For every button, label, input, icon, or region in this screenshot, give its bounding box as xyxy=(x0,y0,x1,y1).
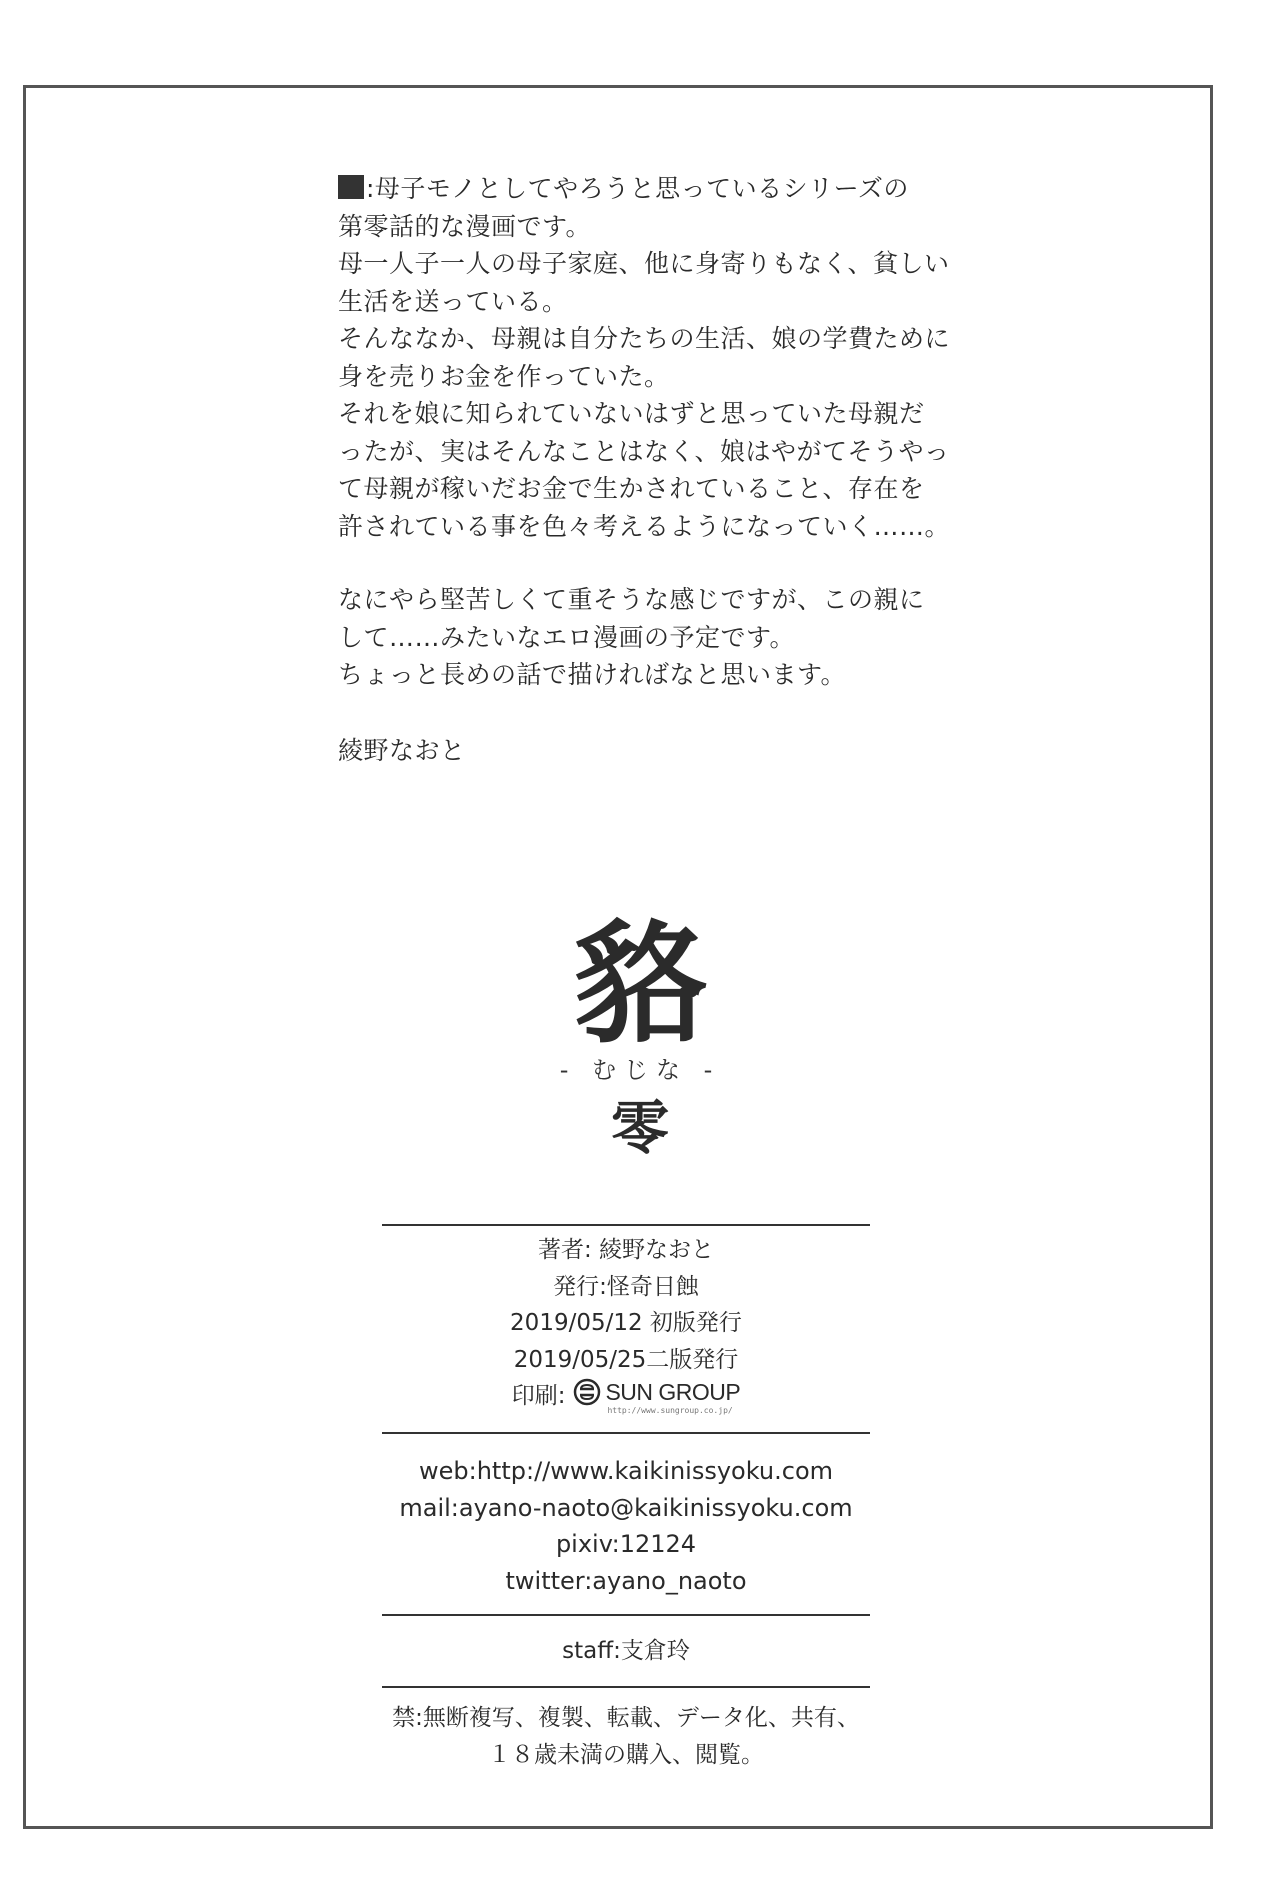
afterword-line: そんななか、母親は自分たちの生活、娘の学費ために xyxy=(338,324,951,353)
website-link[interactable]: web:http://www.kaikinissyoku.com xyxy=(419,1457,833,1485)
paragraph-gap xyxy=(338,694,978,732)
book-subtitle: 零 xyxy=(610,1094,669,1162)
printer-row xyxy=(382,1378,870,1415)
divider-staff xyxy=(382,1614,870,1616)
second-edition-date: 2019/05/25二版発行 xyxy=(513,1346,739,1373)
staff-section xyxy=(382,1633,870,1670)
book-title-ruby: - むじな - xyxy=(559,1056,721,1084)
afterword-line: ったが、実はそんなことはなく、娘はやがてそうやっ xyxy=(338,436,950,466)
author-credit: 著者: 綾野なおと xyxy=(537,1237,715,1263)
sun-group-logo xyxy=(573,1378,740,1415)
printer-label: 印刷: xyxy=(511,1383,566,1410)
closing-line: なにやら堅苦しくて重そうな感じですが、この親に xyxy=(338,585,925,614)
afterword-line: それを娘に知られていないはずと思っていた母親だ xyxy=(338,399,925,428)
divider-contacts xyxy=(382,1432,870,1434)
sun-group-logo-icon xyxy=(573,1378,601,1406)
afterword-line: 身を売りお金を作っていた。 xyxy=(338,361,670,391)
afterword-line: 母一人子一人の母子家庭、他に身寄りもなく、貧しい xyxy=(338,249,950,278)
printer-name: SUN GROUP xyxy=(605,1379,741,1405)
printer-url: http://www.sungroup.co.jp/ xyxy=(607,1406,733,1415)
book-title: 貉 xyxy=(574,907,706,1062)
closing-line: して……みたいなエロ漫画の予定です。 xyxy=(338,622,796,652)
divider-top xyxy=(382,1224,870,1226)
contact-info xyxy=(382,1453,870,1599)
colophon xyxy=(382,1232,870,1415)
closing-line: ちょっと長めの話で描ければなと思います。 xyxy=(338,660,847,689)
copy-notice xyxy=(382,1700,870,1773)
afterword-line: 生活を送っている。 xyxy=(338,286,568,316)
notice-line: 禁:無断複写、複製、転載、データ化、共有、 xyxy=(392,1705,860,1731)
publisher-credit: 発行:怪奇日蝕 xyxy=(553,1273,699,1300)
afterword-line: 第零話的な漫画です。 xyxy=(338,211,592,241)
author-signature: 綾野なおと xyxy=(338,735,466,765)
staff-credit: staff:支倉玲 xyxy=(562,1638,690,1664)
afterword-line: て母親が稼いだお金で生かされていること、存在を xyxy=(338,474,925,503)
twitter-handle: twitter:ayano_naoto xyxy=(505,1566,747,1595)
paragraph-gap xyxy=(338,545,978,581)
afterword-line: 許されている事を色々考えるようになっていく……。 xyxy=(338,511,951,541)
black-square-icon xyxy=(338,175,364,199)
notice-line: １８歳未満の購入、閲覧。 xyxy=(488,1741,764,1768)
divider-notice xyxy=(382,1686,870,1688)
afterword-line xyxy=(338,170,978,208)
first-edition-date: 2019/05/12 初版発行 xyxy=(510,1310,742,1336)
afterword-line-text: :母子モノとしてやろうと思っているシリーズの xyxy=(366,174,909,203)
pixiv-id: pixiv:12124 xyxy=(555,1530,697,1558)
email-link[interactable]: mail:ayano-naoto@kaikinissyoku.com xyxy=(399,1493,853,1522)
afterword-text xyxy=(338,170,978,769)
